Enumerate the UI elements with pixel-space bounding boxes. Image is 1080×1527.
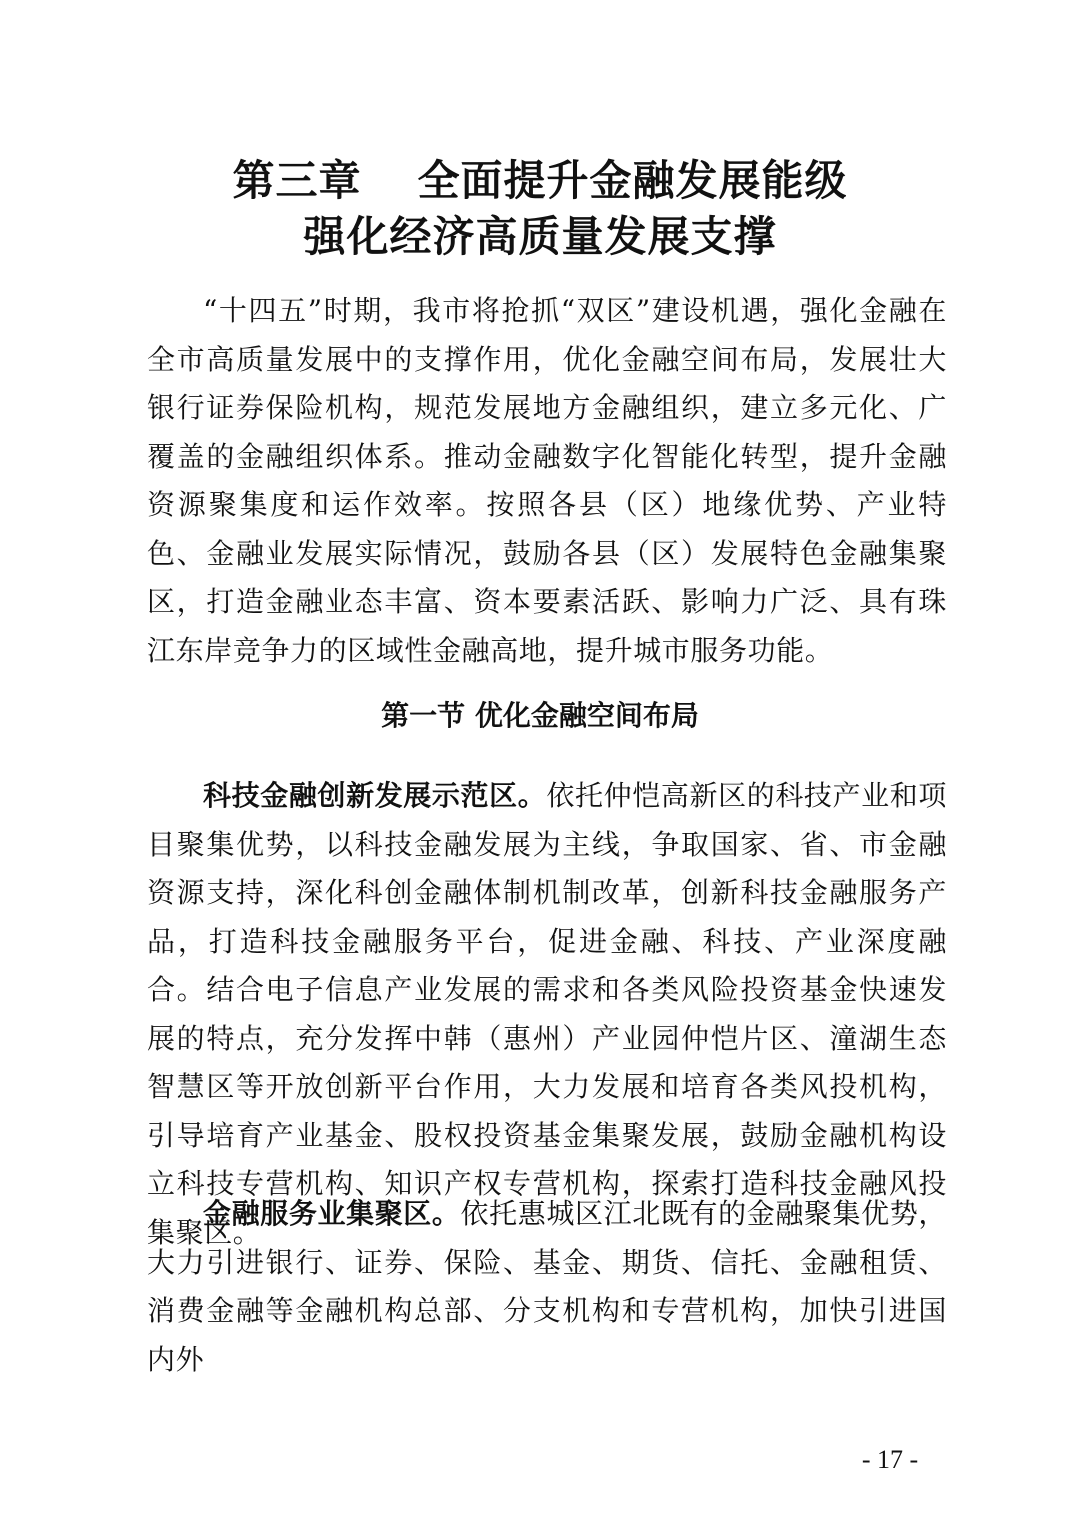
paragraph-text: 依托仲恺高新区的科技产业和项目聚集优势，以科技金融发展为主线，争取国家、省、市金融资源支持，深化科创金融体制机制改革，创新科技金融服务产品，打造科技金融服务平台，促进金融、科技、产业深度融合。结合电子信息产业发展的需求和各类风险投资基金快速发展的特点，充分发挥中韩（惠州）产业园仲恺片区、潼湖生态智慧区等开放创新平台作用，大力发展和培育各类风投机构，引导培育产业基金、股权投资基金集聚发展，鼓励金融机构设立科技专营机构、知识产权专营机构，探索打造科技金融风投集聚区。 [147,779,947,1249]
section-title: 第一节 优化金融空间布局 [381,699,699,732]
paragraph-lead: 科技金融创新发展示范区。 [203,779,547,812]
chapter-title-line2: 强化经济高质量发展支撑 [303,212,777,261]
chapter-title-line1 [0,153,1080,209]
chapter-label: 第三章 [232,156,362,205]
intro-paragraph: “十四五”时期，我市将抢抓“双区”建设机遇，强化金融在全市高质量发展中的支撑作用，优化金融空间布局，发展壮大银行证券保险机构，规范发展地方金融组织，建立多元化、广覆盖的金融组织体系。推动金融数字化智能化转型，提升金融资源聚集度和运作效率。按照各县（区）地缘优势、产业特色、金融业发展实际情况，鼓励各县（区）发展特色金融集聚区，打造金融业态丰富、资本要素活跃、影响力广泛、具有珠江东岸竞争力的区域性金融高地，提升城市服务功能。 [147,294,947,667]
chapter-title-main: 全面提升金融发展能级 [417,156,848,205]
paragraph-lead: 金融服务业集聚区。 [203,1197,461,1230]
paragraph-finance-cluster [147,1190,947,1384]
paragraph-text: 依托惠城区江北既有的金融聚集优势，大力引进银行、证券、保险、基金、期货、信托、金融租赁、消费金融等金融机构总部、分支机构和专营机构，加快引进国内外 [147,1197,947,1376]
page-number: - 17 - [861,1445,919,1474]
paragraph-tech-finance [147,772,947,1257]
